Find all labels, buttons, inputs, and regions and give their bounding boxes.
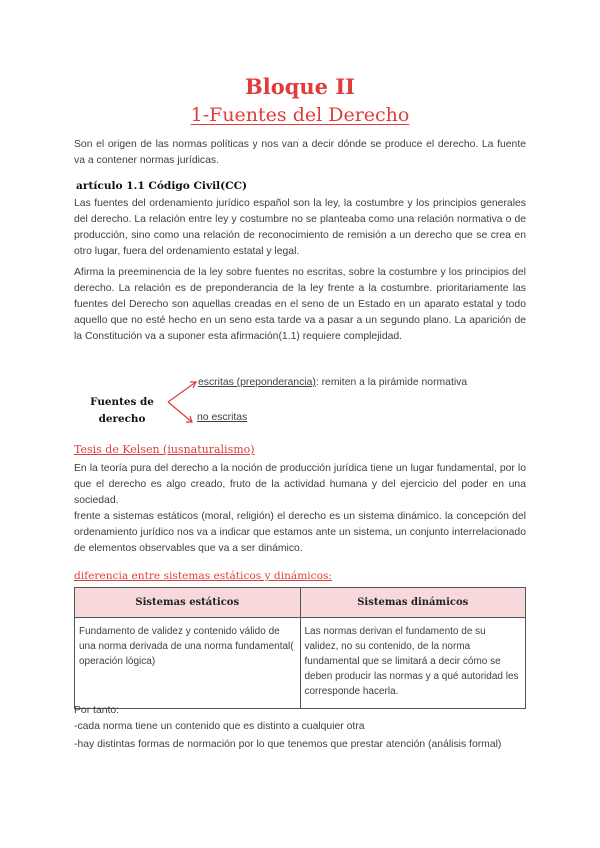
diff-heading: diferencia entre sistemas estáticos y dinámicos:	[74, 570, 332, 582]
header-static: Sistemas estáticos	[75, 588, 301, 618]
article-heading: artículo 1.1 Código Civil(CC)	[76, 180, 248, 192]
conclusion-lead: Por tanto:	[74, 705, 120, 716]
kelsen-heading: Tesis de Kelsen (iusnaturalismo)	[74, 443, 255, 456]
branch-written-term: escritas (preponderancia)	[198, 377, 316, 388]
cell-dynamic: Las normas derivan el fundamento de su validez, no su contenido, de la norma fundamental que se limitará a decir cómo se deben producir las normas y a qué autoridad les corresponde hacerla.	[300, 618, 526, 709]
branch-arrows	[164, 378, 200, 428]
intro-paragraph: Son el origen de las normas políticas y nos van a decir dónde se produce el derecho. La fuente va a contener normas jurídicas.	[74, 139, 526, 166]
affirm-paragraph: Afirma la preeminencia de la ley sobre fuentes no escritas, sobre la costumbre y los principios del derecho. La relación es de preponderancia de la ley frente a la costumbre. prioritariamente las fuentes del Derecho son aquellas creadas en el seno de un Estado en un aparato estatal y todo aquello que no esté hecho en un seno esta tarde va a pasar a un segundo plano. La aparición de la Constitución va a suponer esta afirmación(1.1) requiere complejidad.	[74, 267, 526, 342]
arrow-down	[168, 402, 192, 422]
article-paragraph: Las fuentes del ordenamiento jurídico español son la ley, la costumbre y los principios generales del derecho. La relación entre ley y costumbre no se planteaba como una relación normativa o de producción, sino como una relación de reconocimiento de remisión a un derecho que se crea en otro lugar, fuera del ordenamiento estatal y legal.	[74, 198, 526, 257]
branch-written-desc: : remiten a la pirámide normativa	[315, 377, 468, 388]
arrow-up	[168, 382, 196, 402]
conclusion-line-2: -hay distintas formas de normación por lo que tenemos que prestar atención (análisis formal)	[74, 739, 502, 750]
conclusion-line-1: -cada norma tiene un contenido que es distinto a cualquier otra	[74, 721, 365, 732]
branch-unwritten: no escritas	[197, 412, 248, 423]
kelsen-paragraph-2: frente a sistemas estáticos (moral, religión) el derecho es un sistema dinámico. la concepción del ordenamiento jurídico nos va a indicar que estamos ante un sistema, un conjunto interrelacionado de elementos observables que va a ser dinámico.	[74, 511, 526, 554]
table-row	[75, 618, 526, 709]
diagram-label-line1: Fuentes de	[90, 396, 154, 408]
kelsen-paragraph-1: En la teoría pura del derecho a la noción de producción jurídica tiene un lugar fundamental, por lo que el derecho es algo creado, fruto de la actividad humana y del ejercicio del poder en una sociedad.	[74, 463, 526, 506]
page-title: Bloque II	[244, 74, 355, 99]
cell-static: Fundamento de validez y contenido válido de una norma derivada de una norma fundamental( operación lógica)	[75, 618, 301, 709]
table-header-row	[75, 588, 526, 618]
section-title: 1-Fuentes del Derecho	[190, 104, 410, 126]
comparison-table	[74, 587, 526, 709]
header-dynamic: Sistemas dinámicos	[300, 588, 526, 618]
diagram-label	[84, 394, 160, 428]
diagram-label-line2: derecho	[98, 413, 146, 425]
branch-written	[198, 377, 467, 388]
